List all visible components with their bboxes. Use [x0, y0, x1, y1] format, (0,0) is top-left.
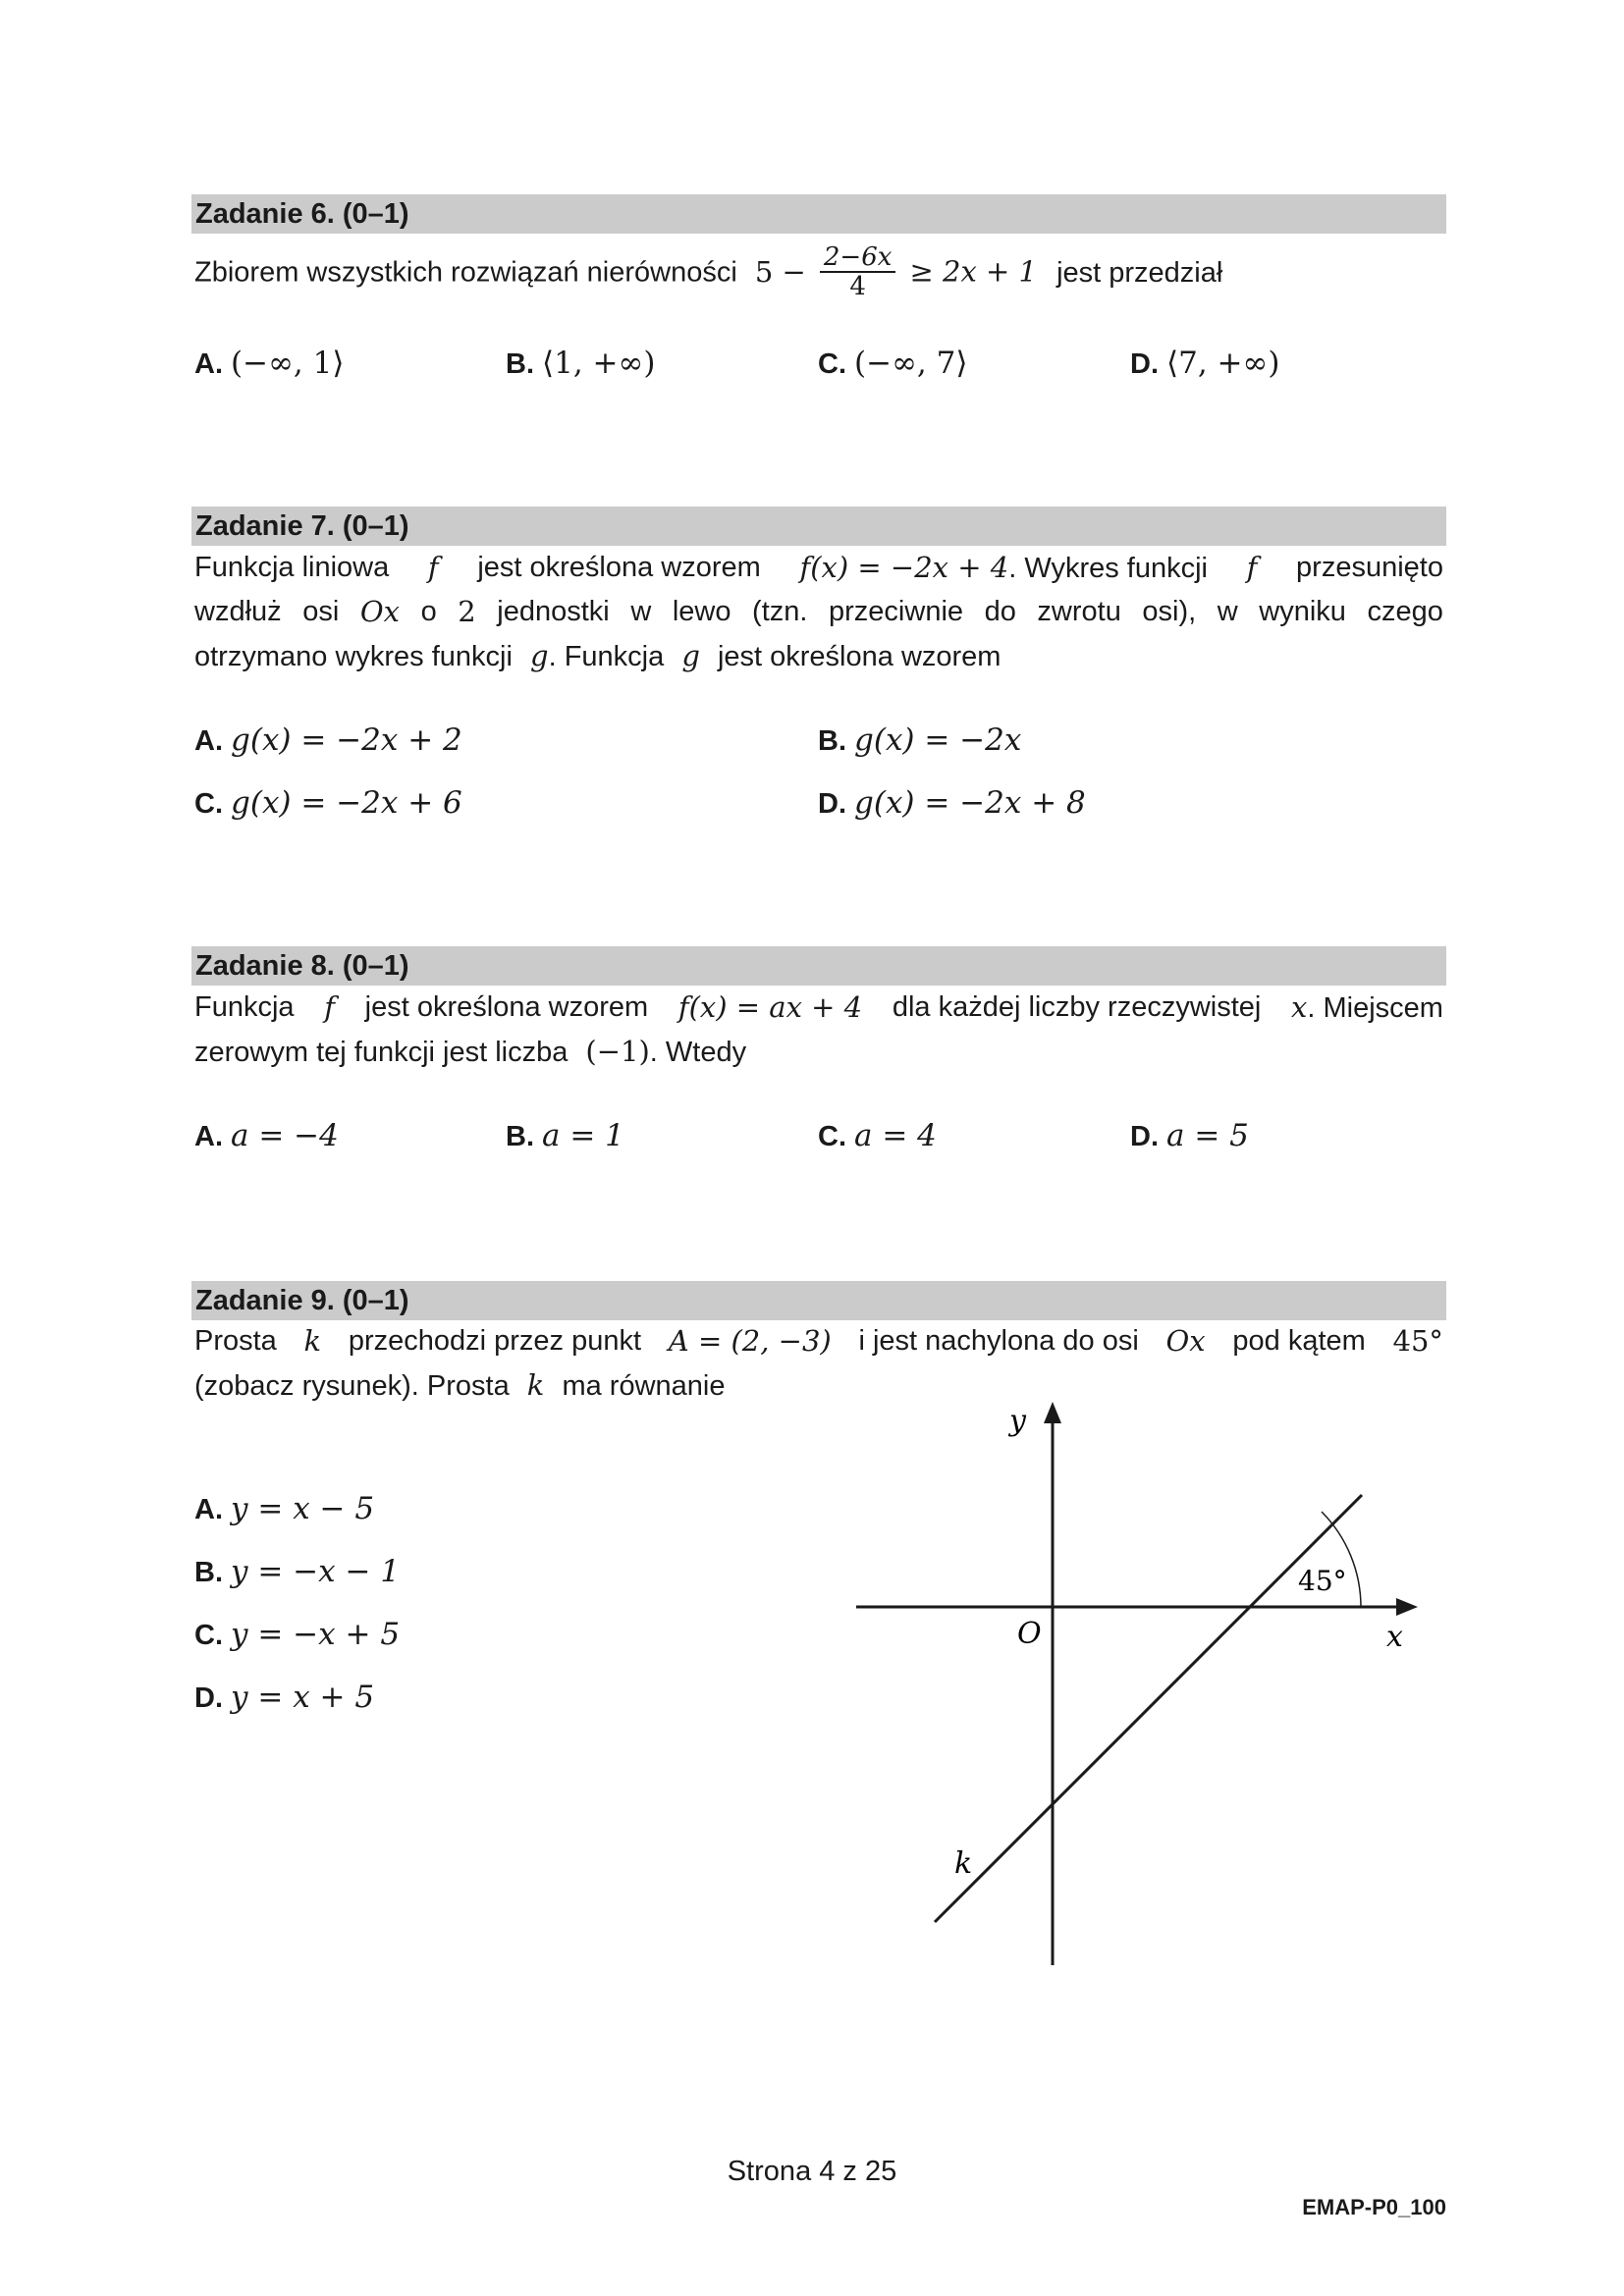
y-axis-arrow-icon [1044, 1402, 1061, 1423]
task-8-line-1 [194, 989, 1443, 1026]
task-8-line-2 [194, 1034, 746, 1070]
angle-label: 45° [1298, 1565, 1347, 1597]
task-8-option-c[interactable]: C. a = 4 [818, 1118, 937, 1153]
task-9-option-c[interactable]: C. y = −x + 5 [194, 1617, 401, 1652]
task-7-math: 2 [458, 595, 476, 628]
task-6-question [194, 242, 1223, 302]
task-8-text: . Miejscem [1307, 992, 1443, 1024]
task-7-word: (tzn. [752, 596, 808, 627]
task-9-text: (zobacz rysunek). Prosta [194, 1370, 510, 1402]
task-7-option-b[interactable]: B. g(x) = −2x [818, 722, 1022, 758]
task-7-word: o [420, 596, 437, 627]
exam-code: EMAP-P0_100 [1302, 2195, 1446, 2219]
y-axis-label: y [1009, 1404, 1026, 1438]
task-7-word: w [1217, 596, 1238, 627]
task-8-math: x [1291, 990, 1308, 1024]
task-7-math: Ox [359, 595, 400, 628]
task-7-option-c[interactable]: C. g(x) = −2x + 6 [194, 785, 462, 821]
task-7-math: f [427, 551, 439, 584]
task-9-option-d[interactable]: D. y = x + 5 [194, 1680, 375, 1715]
task-8-option-a[interactable]: A. a = −4 [194, 1118, 339, 1153]
task-9-text: pod kątem [1232, 1325, 1366, 1357]
task-9-option-b[interactable]: B. y = −x − 1 [194, 1554, 401, 1589]
task-9-text: i jest nachylona do osi [858, 1325, 1139, 1357]
task-8-math: f(x) = ax + 4 [677, 990, 863, 1024]
task-7-text: przesunięto [1296, 552, 1443, 583]
task-7-text: . Funkcja [548, 641, 665, 672]
task-8-option-b[interactable]: B. a = 1 [506, 1118, 624, 1153]
task-7-text: otrzymano wykres funkcji [194, 641, 513, 672]
task-8-option-d[interactable]: D. a = 5 [1130, 1118, 1249, 1153]
task-7-word: wzdłuż [194, 596, 282, 627]
task-9-header: Zadanie 9. (0–1) [191, 1281, 1446, 1320]
task-9-math: A = (2, −3) [668, 1324, 832, 1358]
task-9-figure [844, 1394, 1434, 1983]
task-7-text: Funkcja liniowa [194, 552, 390, 583]
task-7-text: jest określona wzorem [477, 552, 761, 583]
task-7-text: jest określona wzorem [717, 641, 1001, 672]
task-6-option-a[interactable]: A. (−∞, 1⟩ [194, 346, 345, 381]
task-8-math: f [324, 990, 335, 1024]
task-9-math: Ox [1165, 1324, 1206, 1358]
task-6-option-b[interactable]: B. ⟨1, +∞) [506, 346, 656, 381]
task-9-text: Prosta [194, 1325, 277, 1357]
task-7-option-d[interactable]: D. g(x) = −2x + 8 [818, 785, 1086, 821]
task-7-line-2 [194, 594, 1443, 629]
task-6-text-before: Zbiorem wszystkich rozwiązań nierówności [194, 256, 737, 289]
task-7-word: osi [302, 596, 340, 627]
task-8-text: zerowym tej funkcji jest liczba [194, 1037, 568, 1068]
task-7-word: do [984, 596, 1016, 627]
task-7-math: g [681, 639, 700, 672]
line-k-label: k [954, 1846, 973, 1881]
x-axis-arrow-icon [1396, 1598, 1418, 1616]
task-6-header: Zadanie 6. (0–1) [191, 194, 1446, 234]
task-7-math: f(x) = −2x + 4 [799, 551, 1009, 584]
task-9-math: k [303, 1324, 322, 1358]
task-6-option-c[interactable]: C. (−∞, 7⟩ [818, 346, 968, 381]
task-7-word: zwrotu [1037, 596, 1121, 627]
task-7-word: w [630, 596, 652, 627]
task-8-text: jest określona wzorem [364, 991, 649, 1023]
task-6-expr-right: ≥ 2x + 1 [909, 254, 1038, 289]
task-9-text: ma równanie [562, 1370, 726, 1402]
task-9-math: k [526, 1368, 545, 1402]
task-8-math: (−1) [585, 1035, 650, 1068]
task-9-option-a[interactable]: A. y = x − 5 [194, 1491, 375, 1526]
task-7-math: g [530, 639, 549, 672]
task-6-expr-left: 5 − [754, 254, 806, 289]
task-6-fraction [820, 243, 896, 300]
task-7-math: f [1246, 551, 1258, 584]
task-9-text: przechodzi przez punkt [348, 1325, 642, 1357]
task-6-option-d[interactable]: D. ⟨7, +∞) [1130, 346, 1280, 381]
origin-label: O [1017, 1617, 1042, 1651]
task-7-word: czego [1367, 596, 1443, 627]
page-number: Strona 4 z 25 [727, 2156, 897, 2187]
task-7-word: jednostki [497, 596, 610, 627]
task-8-text: . Wtedy [649, 1037, 747, 1068]
x-axis-label: x [1386, 1620, 1403, 1654]
task-8-text: dla każdej liczby rzeczywistej [892, 991, 1262, 1023]
task-8-header: Zadanie 8. (0–1) [191, 946, 1446, 986]
task-6-frac-num: 2−6x [820, 243, 896, 273]
task-7-line-1 [194, 550, 1443, 586]
task-9-line-1 [194, 1323, 1443, 1359]
task-8-text: Funkcja [194, 991, 295, 1023]
task-7-text: . Wykres funkcji [1008, 553, 1208, 584]
task-7-word: osi), [1142, 596, 1197, 627]
task-9-math: 45° [1392, 1324, 1443, 1358]
task-9-line-2 [194, 1367, 725, 1404]
task-7-word: przeciwnie [829, 596, 964, 627]
task-6-frac-den: 4 [849, 272, 866, 301]
task-6-text-after: jest przedział [1056, 256, 1223, 289]
task-7-word: wyniku [1259, 596, 1346, 627]
task-7-line-3 [194, 638, 1001, 674]
task-7-word: lewo [672, 596, 731, 627]
task-7-header: Zadanie 7. (0–1) [191, 507, 1446, 546]
line-k [935, 1495, 1362, 1922]
task-7-option-a[interactable]: A. g(x) = −2x + 2 [194, 722, 462, 758]
